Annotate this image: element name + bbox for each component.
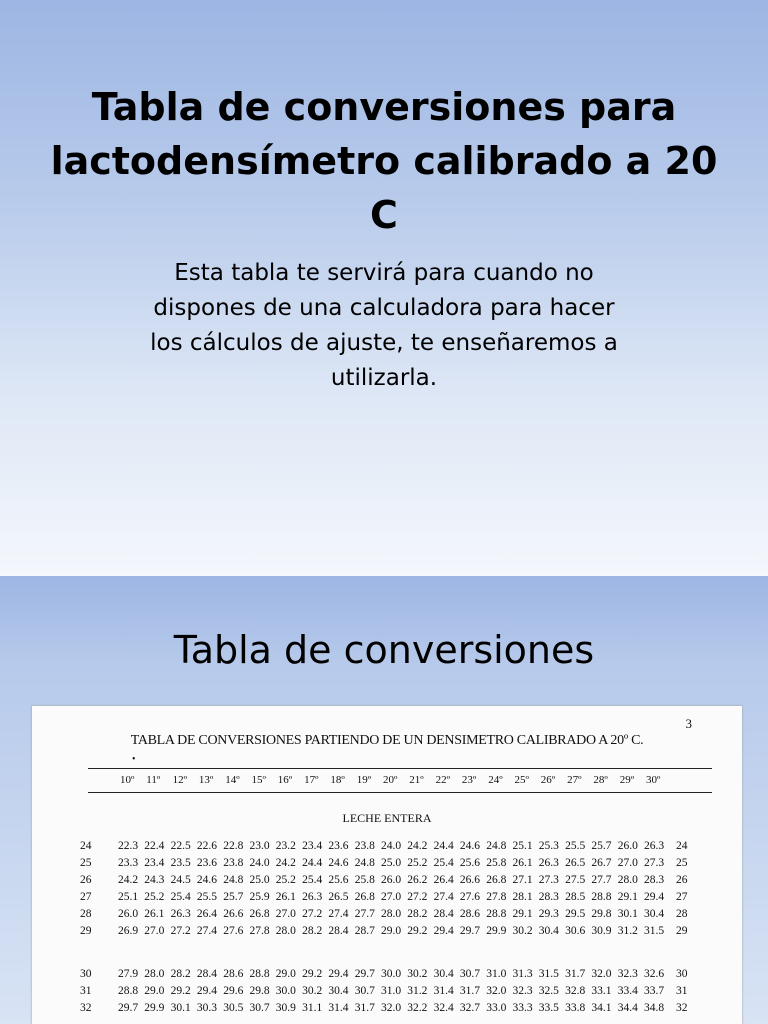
table-cell: 23.2 [275,840,296,852]
temperature-header-cell: 18º [330,774,345,786]
table-cell: 29.9 [144,1002,165,1014]
table-cell: 26.6 [459,874,481,886]
table-cell: 27.8 [486,891,507,903]
table-cell: 23.4 [302,840,323,852]
table-cell: 29.9 [486,925,507,937]
table-cell: 29.7 [459,925,481,937]
table-cell: 29.0 [144,985,165,997]
row-label-left: 28 [80,908,92,920]
table-cell: 32.4 [433,1002,454,1014]
table-cell: 26.4 [433,874,454,886]
table-cell: 26.0 [118,908,139,920]
table-cell: 23.4 [144,857,165,869]
table-cell: 25.3 [538,840,559,852]
table-cell: 29.1 [617,891,638,903]
table-cell: 29.4 [196,985,218,997]
body-line-1: Esta tabla te servirá para cuando no [174,260,594,286]
table-cell: 26.7 [591,857,612,869]
table-cell: 25.6 [328,874,349,886]
table-cell: 24.4 [302,857,323,869]
temperature-header-cell: 14º [225,774,240,786]
table-cell: 23.8 [223,857,244,869]
table-cell: 29.4 [328,968,349,980]
table-cell: 29.3 [538,908,559,920]
table-cell: 24.2 [407,840,428,852]
table-cell: 26.1 [144,908,165,920]
table-cell: 28.8 [249,968,270,980]
table-cell: 26.8 [486,874,507,886]
table-cell: 28.1 [512,891,533,903]
table-row [32,1002,742,1019]
table-cell: 26.5 [328,891,349,903]
temperature-header-cell: 15º [251,774,266,786]
table-cell: 24.8 [354,857,375,869]
row-label-right: 31 [676,985,688,997]
body-line-2: dispones de una calculadora para hacer [153,295,615,321]
table-cell: 31.3 [512,968,533,980]
table-cell: 27.2 [302,908,323,920]
scan-title: TABLA DE CONVERSIONES PARTIENDO DE UN DENSIMETRO CALIBRADO A 20º C. [130,733,644,748]
table-cell: 34.8 [644,1002,665,1014]
table-cell: 30.2 [512,925,533,937]
table-cell: 29.8 [591,908,612,920]
table-cell: 24.3 [144,874,165,886]
table-cell: 30.7 [459,968,481,980]
table-cell: 30.9 [275,1002,296,1014]
table-cell: 26.8 [354,891,375,903]
table-cell: 27.2 [407,891,428,903]
table-cell: 26.3 [538,857,559,869]
table-cell: 34.4 [617,1002,638,1014]
table-cell: 32.3 [512,985,533,997]
table-cell: 27.0 [144,925,165,937]
table-cell: 25.1 [118,891,139,903]
stray-dot: • [132,754,136,765]
table-cell: 29.4 [644,891,665,903]
table-cell: 28.6 [459,908,481,920]
table-cell: 33.3 [512,1002,533,1014]
row-label-right: 27 [676,891,688,903]
table-cell: 27.3 [538,874,559,886]
table-cell: 25.5 [196,891,218,903]
table-cell: 29.7 [354,968,375,980]
table-cell: 30.4 [433,968,454,980]
table-cell: 22.3 [118,840,139,852]
slide-title [40,80,728,242]
table-cell: 30.0 [275,985,296,997]
table-cell: 25.4 [302,874,323,886]
table-cell: 30.1 [170,1002,191,1014]
table-cell: 26.3 [644,840,665,852]
table-cell: 26.2 [407,874,428,886]
table-cell: 31.0 [381,985,402,997]
table-cell: 33.0 [486,1002,507,1014]
section-label: LECHE ENTERA [342,811,432,825]
table-cell: 30.4 [328,985,349,997]
table-cell: 32.3 [617,968,638,980]
table-cell: 29.7 [118,1002,139,1014]
table-cell: 25.0 [249,874,270,886]
table-cell: 23.5 [170,857,191,869]
scanned-table-image [32,706,742,1024]
table-cell: 32.6 [644,968,665,980]
temperature-header-cell: 22º [435,774,451,786]
table-cell: 26.3 [170,908,191,920]
row-label-right: 32 [676,1002,688,1014]
table-cell: 31.1 [302,1002,323,1014]
temperature-header-cell: 29º [619,774,635,786]
table-cell: 30.7 [354,985,375,997]
table-cell: 27.6 [223,925,244,937]
temperature-header-cell: 24º [488,774,503,786]
table-cell: 25.2 [144,891,165,903]
table-cell: 23.3 [118,857,139,869]
title-line-1: Tabla de conversiones para [91,85,677,129]
table-cell: 30.5 [223,1002,244,1014]
table-cell: 23.0 [249,840,270,852]
table-cell: 27.7 [591,874,612,886]
table-cell: 32.8 [565,985,586,997]
table-cell: 25.7 [223,891,244,903]
table-cell: 28.8 [591,891,612,903]
table-cell: 31.5 [644,925,665,937]
table-cell: 25.0 [381,857,402,869]
row-label-right: 25 [676,857,688,869]
temperature-header-cell: 11º [146,774,161,786]
temperature-header-cell: 21º [409,774,424,786]
table-cell: 30.0 [381,968,402,980]
table-cell: 31.7 [565,968,586,980]
table-cell: 27.6 [459,891,481,903]
page-number: 3 [685,716,692,731]
row-label-right: 26 [676,874,688,886]
table-cell: 24.0 [381,840,402,852]
table-row [32,857,742,874]
row-label-right: 30 [676,968,688,980]
temperature-header-cell: 10º [120,774,135,786]
table-cell: 29.1 [512,908,533,920]
temperature-header-cell: 17º [304,774,319,786]
table-cell: 25.4 [170,891,191,903]
table-cell: 31.7 [459,985,481,997]
table-row [32,908,742,925]
table-cell: 25.9 [249,891,270,903]
temperature-header-cell: 30º [646,774,661,786]
table-cell: 23.8 [354,840,375,852]
table-cell: 28.0 [275,925,296,937]
table-cell: 33.4 [617,985,638,997]
table-cell: 28.3 [538,891,559,903]
table-cell: 23.6 [328,840,349,852]
table-cell: 32.0 [381,1002,402,1014]
table-cell: 27.0 [617,857,638,869]
table-cell: 27.5 [565,874,586,886]
table-cell: 29.6 [223,985,244,997]
table-cell: 27.2 [170,925,191,937]
table-row [32,968,742,985]
temperature-header-cell: 26º [540,774,556,786]
table-cell: 33.7 [644,985,665,997]
table-cell: 32.0 [591,968,612,980]
table-cell: 24.8 [486,840,507,852]
table-cell: 25.8 [486,857,507,869]
table-cell: 29.4 [433,925,454,937]
temperature-header-cell: 27º [567,774,582,786]
table-cell: 25.1 [512,840,533,852]
temperature-header-cell: 16º [277,774,293,786]
table-cell: 27.4 [196,925,218,937]
table-cell: 22.4 [144,840,165,852]
table-cell: 26.6 [223,908,244,920]
table-cell: 27.3 [644,857,665,869]
table-row [32,840,742,857]
table-cell: 27.0 [275,908,296,920]
table-row [32,985,742,1002]
table-cell: 31.4 [328,1002,349,1014]
table-cell: 28.8 [486,908,507,920]
table-cell: 28.4 [328,925,349,937]
table-cell: 27.4 [433,891,454,903]
table-cell: 22.5 [170,840,191,852]
header-rule-bottom [88,792,712,793]
table-cell: 26.4 [196,908,218,920]
table-cell: 28.0 [617,874,638,886]
table-cell: 33.5 [538,1002,559,1014]
table-cell: 25.5 [565,840,586,852]
table-cell: 31.2 [617,925,638,937]
table-cell: 30.9 [591,925,612,937]
table-cell: 30.3 [196,1002,218,1014]
table-cell: 24.0 [249,857,270,869]
table-cell: 30.7 [249,1002,270,1014]
table-cell: 29.2 [302,968,323,980]
temperature-header-cell: 12º [172,774,188,786]
table-cell: 28.2 [170,968,191,980]
table-row [32,874,742,891]
table-cell: 28.7 [354,925,375,937]
table-cell: 28.6 [223,968,244,980]
table-cell: 24.2 [275,857,296,869]
row-label-left: 27 [80,891,92,903]
temperature-header-cell: 13º [198,774,214,786]
row-label-left: 26 [80,874,92,886]
table-cell: 32.5 [538,985,559,997]
table-cell: 34.1 [591,1002,612,1014]
table-cell: 29.5 [565,908,586,920]
row-label-right: 29 [676,925,688,937]
table-cell: 24.5 [170,874,191,886]
table-cell: 29.2 [407,925,428,937]
table-cell: 27.7 [354,908,375,920]
table-cell: 23.6 [196,857,218,869]
table-cell: 29.0 [381,925,402,937]
table-row [32,891,742,908]
table-cell: 31.5 [538,968,559,980]
table-cell: 28.5 [565,891,586,903]
table-cell: 31.4 [433,985,454,997]
table-cell: 30.1 [617,908,638,920]
table-cell: 24.6 [328,857,349,869]
table-cell: 26.0 [617,840,638,852]
table-cell: 33.1 [591,985,612,997]
table-cell: 26.9 [118,925,139,937]
table-cell: 22.8 [223,840,244,852]
table-cell: 30.4 [538,925,559,937]
table-cell: 26.1 [512,857,533,869]
table-cell: 25.2 [275,874,296,886]
temperature-header-cell: 23º [461,774,477,786]
header-rule-top [88,768,712,769]
table-cell: 26.1 [275,891,296,903]
table-cell: 28.0 [381,908,402,920]
table-cell: 31.0 [486,968,507,980]
table-cell: 26.8 [249,908,270,920]
table-cell: 25.8 [354,874,375,886]
table-cell: 30.6 [565,925,586,937]
table-cell: 25.6 [459,857,481,869]
table-cell: 28.3 [644,874,665,886]
table-cell: 25.4 [433,857,454,869]
table-cell: 24.8 [223,874,244,886]
table-cell: 30.2 [302,985,323,997]
row-label-left: 31 [80,985,92,997]
table-cell: 28.2 [302,925,323,937]
body-line-3: los cálculos de ajuste, te enseñaremos a [150,330,618,356]
table-cell: 26.3 [302,891,323,903]
table-cell: 32.0 [486,985,507,997]
table-cell: 29.8 [249,985,270,997]
row-label-right: 28 [676,908,688,920]
table-cell: 28.4 [196,968,218,980]
table-cell: 26.0 [381,874,402,886]
table-cell: 28.0 [144,968,165,980]
table-cell: 32.2 [407,1002,428,1014]
table-cell: 32.7 [459,1002,481,1014]
table-cell: 27.4 [328,908,349,920]
temperature-header-cell: 19º [356,774,372,786]
title-line-2: lactodensímetro calibrado a 20 C [50,139,718,237]
table-cell: 29.2 [170,985,191,997]
row-label-left: 25 [80,857,92,869]
row-label-left: 32 [80,1002,92,1014]
table-cell: 24.6 [196,874,218,886]
table-cell: 22.6 [196,840,218,852]
table-cell: 28.8 [118,985,139,997]
slide-2-title: Tabla de conversiones [173,628,595,672]
table-cell: 28.4 [433,908,454,920]
table-cell: 25.2 [407,857,428,869]
temperature-header-cell: 25º [514,774,529,786]
table-cell: 27.0 [381,891,402,903]
table-cell: 33.8 [565,1002,586,1014]
table-cell: 27.9 [118,968,139,980]
table-cell: 29.0 [275,968,296,980]
table-cell: 27.1 [512,874,533,886]
table-cell: 28.2 [407,908,428,920]
table-cell: 24.2 [118,874,139,886]
table-cell: 30.2 [407,968,428,980]
table-row [32,925,742,942]
row-label-left: 24 [80,840,92,852]
table-cell: 31.2 [407,985,428,997]
table-cell: 27.8 [249,925,270,937]
table-cell: 31.7 [354,1002,375,1014]
row-label-left: 29 [80,925,92,937]
table-cell: 25.7 [591,840,612,852]
table-cell: 24.6 [459,840,481,852]
temperature-header-cell: 20º [383,774,398,786]
slide-2 [0,576,768,1024]
body-line-4: utilizarla. [330,365,438,391]
row-label-right: 24 [676,840,688,852]
row-label-left: 30 [80,968,92,980]
table-cell: 26.5 [565,857,586,869]
slide-body [110,256,658,396]
table-cell: 24.4 [433,840,454,852]
temperature-header-cell: 28º [593,774,608,786]
table-cell: 30.4 [644,908,665,920]
